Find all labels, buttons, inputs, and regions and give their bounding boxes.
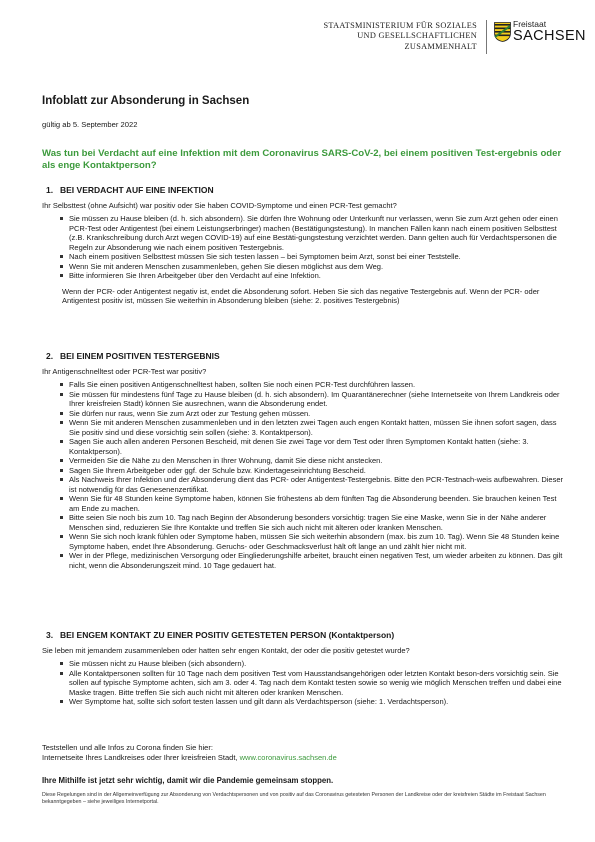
list-item: Sagen Sie Ihrem Arbeitgeber oder ggf. der Schule bzw. Kindertageseinrichtung Bescheid. xyxy=(60,466,567,476)
list-item: Alle Kontaktpersonen sollten für 10 Tage nach dem positiven Test vom Hausstandsangehörigen oder letzten Kontakt beson-ders vorsichtig sein. Sie sollen auf typische Symptome achten, sich am 3. oder 4. Tag nach dem Kontakt testen sowie so wenig wie möglich Menschen treffen und dabei eine Maske tragen. Bitte treffen Sie sich auch nicht mit älteren oder kranken Menschen. xyxy=(60,669,567,698)
section-number: 3. xyxy=(46,630,54,640)
saxony-crest-icon xyxy=(494,22,511,42)
section-heading xyxy=(46,631,567,641)
website-prefix: Internetseite Ihres Landkreises oder Ihrer kreisfreien Stadt, xyxy=(42,752,240,762)
sachsen-wordmark: SACHSEN xyxy=(513,28,586,44)
ministry-line-3: ZUSAMMENHALT xyxy=(404,41,477,51)
bullet-list xyxy=(42,380,567,570)
list-item: Falls Sie einen positiven Antigenschnelltest haben, sollten Sie noch einen PCR-Test durchführen lassen. xyxy=(60,380,567,390)
page-title: Infoblatt zur Absonderung in Sachsen xyxy=(42,95,250,107)
list-item: Vermeiden Sie die Nähe zu den Menschen in Ihrer Wohnung, damit Sie diese nicht anstecken. xyxy=(60,456,567,466)
coronavirus-sachsen-link[interactable]: www.coronavirus.sachsen.de xyxy=(239,752,337,762)
lead-question: Was tun bei Verdacht auf eine Infektion mit dem Coronavirus SARS-CoV-2, bei einem positiven Test-ergebnis oder als enge Kontaktperson? xyxy=(42,148,562,171)
ministry-name xyxy=(323,21,477,52)
section-intro: Sie leben mit jemandem zusammenleben oder hatten sehr engen Kontakt, der oder die positiv getestet wurde? xyxy=(42,645,410,655)
section-title: BEI ENGEM KONTAKT ZU EINER POSITIV GETESTETEN PERSON (Kontaktperson) xyxy=(60,630,395,640)
test-center-line: Teststellen und alle Infos zu Corona finden Sie hier: xyxy=(42,743,213,752)
freistaat-label: Freistaat xyxy=(513,19,547,29)
section-heading xyxy=(46,352,567,362)
section-number: 1. xyxy=(46,185,54,195)
list-item: Nach einem positiven Selbsttest müssen Sie sich testen lassen – bei Symptomen beim Arzt, sonst bei einer Teststelle. xyxy=(60,252,567,262)
list-item: Sie dürfen nur raus, wenn Sie zum Arzt oder zur Testung gehen müssen. xyxy=(60,409,567,419)
ministry-line-1: STAATSMINISTERIUM FÜR SOZIALES xyxy=(323,21,477,30)
section-heading xyxy=(46,186,567,196)
closing-appeal: Ihre Mithilfe ist jetzt sehr wichtig, damit wir die Pandemie gemeinsam stoppen. xyxy=(42,776,334,785)
list-item: Wer Symptome hat, sollte sich sofort testen lassen und gilt dann als Verdachtsperson (siehe: 1. Verdachtsperson). xyxy=(60,697,567,707)
section-number: 2. xyxy=(46,351,54,361)
section-title: BEI EINEM POSITIVEN TESTERGEBNIS xyxy=(60,351,220,361)
list-item: Sagen Sie auch allen anderen Personen Bescheid, mit denen Sie zwei Tage vor dem Test oder Ihren Symptomen Kontakt hatten (siehe: 3. Kontaktperson). xyxy=(60,437,567,456)
section-contact-person xyxy=(42,631,567,707)
section-suspicion xyxy=(42,186,567,306)
ministry-line-2: UND GESELLSCHAFTLICHEN xyxy=(357,31,477,41)
list-item: Bitte seien Sie noch bis zum 10. Tag nach Beginn der Absonderung besonders vorsichtig: tragen Sie eine Maske, wenn Sie in der Nähe anderer Menschen sind, reduzieren Sie Ihre Kontakte und treffen Sie sich auch nicht mit älteren oder kranken Menschen. xyxy=(60,513,567,532)
list-item: Sie müssen für mindestens fünf Tage zu Hause bleiben (d. h. sich absondern). Im Quarantänerechner (siehe Internetseite von Ihrem Landkreis oder Ihrer kreisfreien Stadt) können Sie ausrechnen, wann die Absonderung endet. xyxy=(60,390,567,409)
logo-divider xyxy=(486,20,487,54)
website-line xyxy=(42,753,337,763)
test-center-info xyxy=(42,743,337,762)
list-item: Wenn Sie für 48 Stunden keine Symptome haben, können Sie frühestens ab dem fünften Tag die Absonderung beenden. Sie brauchen keinen Test am Ende zu machen. xyxy=(60,494,567,513)
list-item: Als Nachweis Ihrer Infektion und der Absonderung dient das PCR- oder Antigentest-Testergebnis. Bitte den PCR-Testnach-weis aufbewahren. Dieser ist notwendig für das Genesenenzertifikat. xyxy=(60,475,567,494)
section-note: Wenn der PCR- oder Antigentest negativ ist, endet die Absonderung sofort. Heben Sie sich das negative Testergebnis auf. Wenn der PCR- oder Antigentest positiv ist, müssen Sie weiterhin in Absonderung bleiben (siehe: 2. positives Testergebnis) xyxy=(62,286,540,305)
list-item: Bitte informieren Sie Ihren Arbeitgeber über den Verdacht auf eine Infektion. xyxy=(60,271,567,281)
list-item: Sie müssen nicht zu Hause bleiben (sich absondern). xyxy=(60,659,567,669)
bullet-list xyxy=(42,214,567,281)
bullet-list xyxy=(42,659,567,707)
list-item: Wenn Sie sich noch krank fühlen oder Symptome haben, müssen Sie sich weiterhin absondern (max. bis zum 10. Tag). Wenn Sie 48 Stunden keine Symptome haben, endet Ihre Absonderung. Geruchs- oder Geschmacksverlust hält oft lange an und zählt hier nicht mit. xyxy=(60,532,567,551)
section-intro: Ihr Antigenschnelltest oder PCR-Test war positiv? xyxy=(42,366,207,376)
list-item: Wenn Sie mit anderen Menschen zusammenleben, gehen Sie diesen möglichst aus dem Weg. xyxy=(60,262,567,272)
list-item: Wer in der Pflege, medizinischen Versorgung oder Eingliederungshilfe arbeitet, braucht einen negativen Test, um wieder arbeiten zu können. Das gilt nicht, wenn die Absonderungszeit mind. 10 Tage gedauert hat. xyxy=(60,551,567,570)
section-intro: Ihr Selbsttest (ohne Aufsicht) war positiv oder Sie haben COVID-Symptome und einen PCR-Test gemacht? xyxy=(42,200,397,210)
section-title: BEI VERDACHT AUF EINE INFEKTION xyxy=(60,185,214,195)
legal-small-print: Diese Regelungen sind in der Allgemeinverfügung zur Absonderung von Verdachtspersonen und von positiv auf das Coronavirus getesteten Personen der Landkreise oder der kreisfreien Städte im Freistaat Sachsen bekanntgegeben – siehe jeweiliges Internetportal. xyxy=(42,792,546,805)
section-positive-test xyxy=(42,352,567,570)
list-item: Wenn Sie mit anderen Menschen zusammenleben und in den letzten zwei Tagen auch engen Kontakt hatten, müssen Sie ihnen sofort sagen, dass Sie positiv sind und diese vorsichtig sein sollen (siehe: 3. Kontaktperson). xyxy=(60,418,567,437)
valid-from: gültig ab 5. September 2022 xyxy=(42,120,138,129)
list-item: Sie müssen zu Hause bleiben (d. h. sich absondern). Sie dürfen Ihre Wohnung oder Unterkunft nur verlassen, wenn Sie zum Arzt gehen oder einen PCR-Test oder Antigentest (bei einem Leistungserbringer) machen (Bestätigungstestung). In manchen Fällen kann nach einem positiven Selbsttest (z.B. Krankschreibung durch Arzt wegen COVID-19) auf eine Bestäti-gungstestung verzichtet werden. Dann gelten auch für Verdachtspersonen die Regeln zur Absonderung wie nach einem positiven Testergebnis. xyxy=(60,214,567,252)
